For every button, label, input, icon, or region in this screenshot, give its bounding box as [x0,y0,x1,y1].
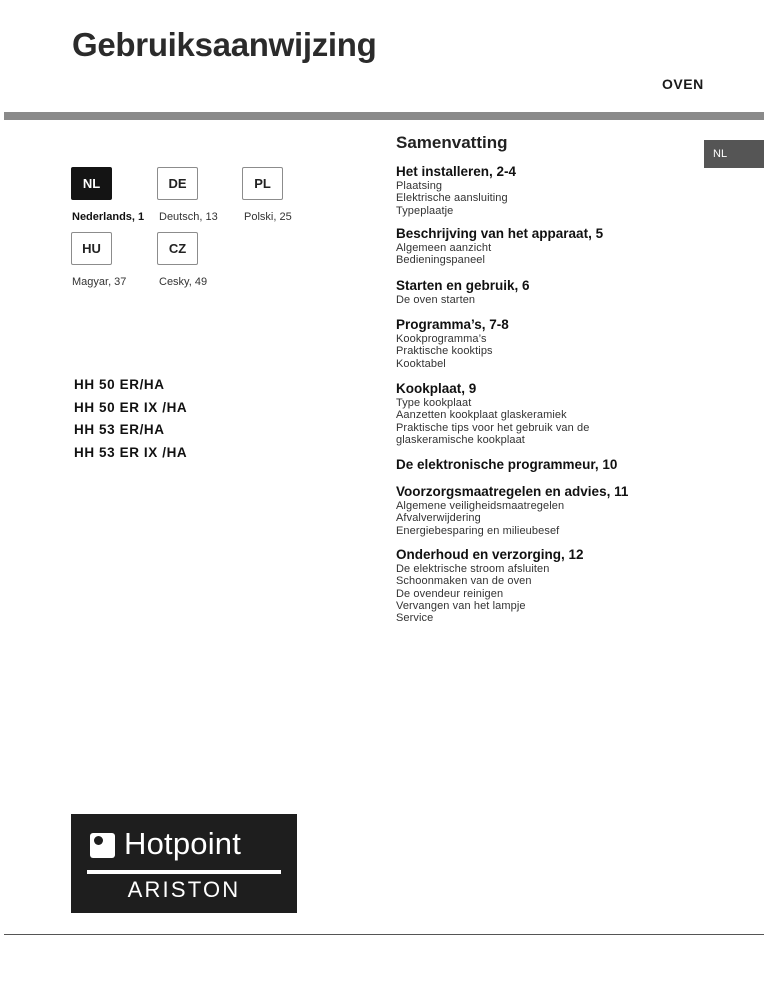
toc-section-programmer[interactable] [396,456,696,473]
summary-heading: Samenvatting [396,133,508,152]
language-code: DE [157,167,198,200]
toc-item: De elektrische stroom afsluiten [396,563,550,575]
model-number: HH 53 ER/HA [74,422,165,437]
toc-item: De oven starten [396,294,476,306]
footer-divider [4,934,764,935]
model-number: HH 53 ER IX /HA [74,444,188,460]
toc-item: Schoonmaken van de oven [396,575,532,588]
toc-section-title[interactable]: Voorzorgsmaatregelen en advies, 11 [396,484,629,499]
toc-item: Plaatsing [396,180,443,192]
logo-divider [87,870,281,874]
language-caption: Cesky, 49 [159,276,208,288]
toc-item: Algemeen aanzicht [396,242,492,254]
toc-section-programs[interactable] [396,316,696,370]
language-cz[interactable] [157,232,208,288]
toc-item: Elektrische aansluiting [396,192,508,205]
toc-section-title[interactable]: Programma’s, 7-8 [396,317,509,332]
language-pl[interactable] [242,167,292,223]
toc-section-title[interactable]: Beschrijving van het apparaat, 5 [396,226,604,241]
language-code: CZ [157,232,198,265]
toc-item: Praktische kooktips [396,345,493,358]
toc-section-description[interactable] [396,225,696,267]
language-caption: Magyar, 37 [72,276,127,288]
language-nl[interactable] [71,167,145,223]
language-tab: NL [704,140,764,168]
language-hu[interactable] [71,232,127,288]
toc-item: Praktische tips voor het gebruik van de [396,421,590,434]
toc-section-installation[interactable] [396,163,696,217]
toc-section-hob[interactable] [396,380,696,446]
logo-wordmark-top: Hotpoint [124,826,242,861]
toc-item: Energiebesparing en milieubesef [396,524,560,537]
header-divider [4,112,764,120]
toc-section-title[interactable]: Starten en gebruik, 6 [396,278,530,293]
toc-section-title[interactable]: De elektronische programmeur, 10 [396,457,618,472]
language-caption: Deutsch, 13 [159,211,218,223]
toc-section-start[interactable] [396,277,696,306]
toc-section-precautions[interactable] [396,483,696,537]
logo-wordmark-bottom: ARISTON [127,877,241,902]
language-de[interactable] [157,167,218,223]
toc-item: Kooktabel [396,357,446,370]
brand-logo [71,814,297,913]
toc-item: Aanzetten kookplaat glaskeramiek [396,409,567,422]
toc-item: Bedieningspaneel [396,254,486,267]
model-number: HH 50 ER/HA [74,377,165,392]
model-number: HH 50 ER IX /HA [74,399,188,415]
toc-section-title[interactable]: Onderhoud en verzorging, 12 [396,547,584,562]
language-code: PL [242,167,283,200]
toc-item: Kookprogramma’s [396,333,487,345]
toc-item: Service [396,612,434,625]
toc-item: Vervangen van het lampje [396,599,526,612]
language-caption: Polski, 25 [244,211,292,223]
toc-section-title[interactable]: Het installeren, 2-4 [396,164,517,179]
toc-section-maintenance[interactable] [396,546,696,624]
hotpoint-mark-icon [90,833,115,858]
product-type: OVEN [662,76,704,92]
toc-item: De ovendeur reinigen [396,587,504,600]
toc-item: Type kookplaat [396,397,472,409]
page-title: Gebruiksaanwijzing [72,26,377,63]
language-code: NL [71,167,112,200]
toc-item: Typeplaatje [396,204,454,217]
model-list [74,374,187,464]
toc-section-title[interactable]: Kookplaat, 9 [396,381,477,396]
toc-item: Afvalverwijdering [396,512,481,525]
language-caption: Nederlands, 1 [72,211,145,223]
toc-item: Algemene veiligheidsmaatregelen [396,500,565,512]
toc-item: glaskeramische kookplaat [396,433,525,446]
language-code: HU [71,232,112,265]
